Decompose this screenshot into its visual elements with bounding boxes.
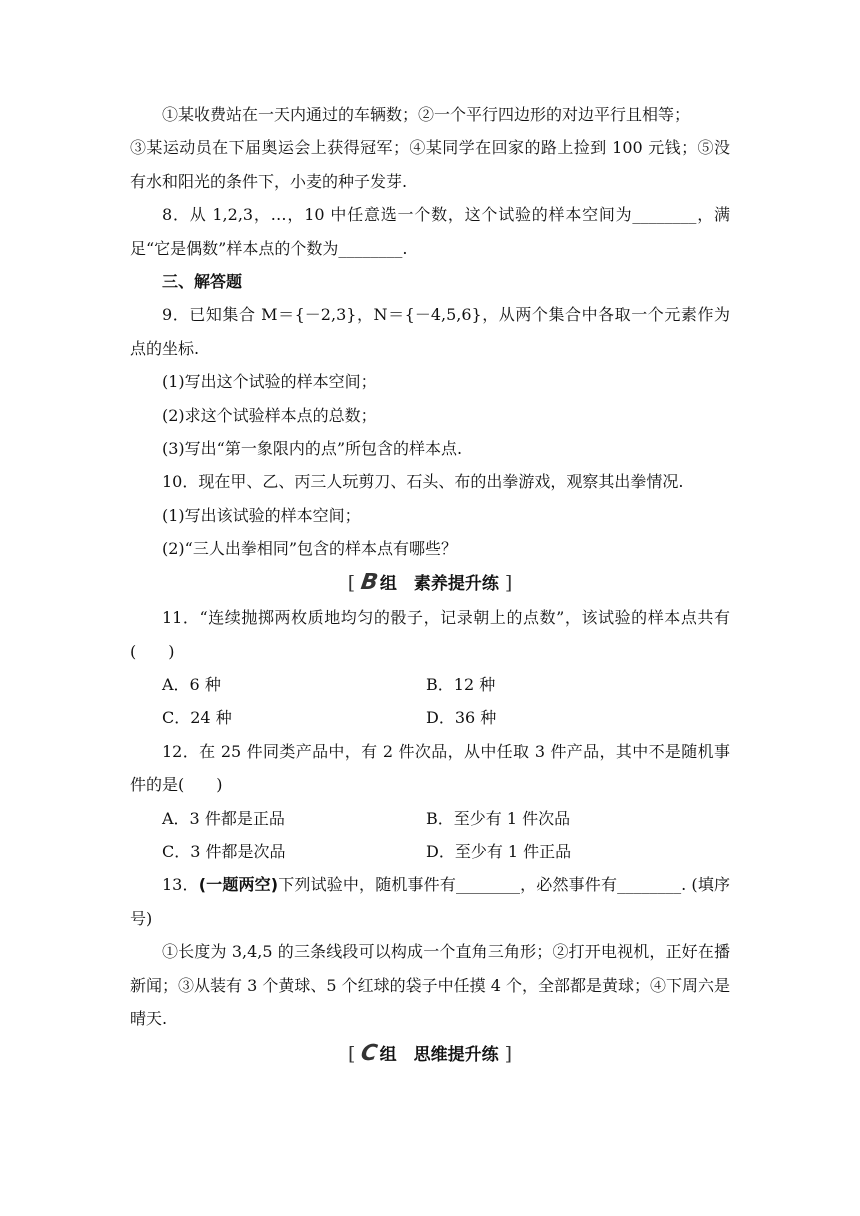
question-12-options-row-2 <box>130 835 730 868</box>
question-9-stem: 9．已知集合 M＝{－2,3}，N＝{－4,5,6}，从两个集合中各取一个元素作为点的坐标. <box>130 305 730 358</box>
q7-options-line1: ①某收费站在一天内通过的车辆数；②一个平行四边形的对边平行且相等； <box>162 105 691 124</box>
page-content <box>130 98 730 1073</box>
question-10-part-2: (2)“三人出拳相同”包含的样本点有哪些？ <box>162 539 458 559</box>
question-13-options: ①长度为 3,4,5 的三条线段可以构成一个直角三角形；②打开电视机，正好在播新闻；③从装有 3 个黄球、5 个红球的袋子中任摸 4 个，全部都是黄球；④下周六是晴天. <box>130 942 730 1028</box>
question-13-tag: (一题两空) <box>198 875 279 895</box>
question-10-stem: 10．现在甲、乙、丙三人玩剪刀、石头、布的出拳游戏，观察其出拳情况. <box>162 472 684 492</box>
group-c-letter: C <box>359 1041 380 1067</box>
group-b-letter: B <box>359 569 380 595</box>
group-c-label: 组 思维提升练 <box>379 1045 499 1066</box>
question-13-stem <box>130 868 730 935</box>
question-9-part-3: (3)写出“第一象限内的点”所包含的样本点. <box>162 439 463 459</box>
question-13-number: 13． <box>162 875 199 895</box>
banner-close-bracket: ] <box>504 1043 512 1066</box>
banner-close-bracket: ] <box>504 571 513 594</box>
banner-open-bracket: [ <box>348 1043 356 1066</box>
question-8: 8．从 1,2,3，…，10 中任意选一个数，这个试验的样本空间为________，满足“它是偶数”样本点的个数为________. <box>130 205 730 258</box>
group-b-banner <box>130 566 730 601</box>
option-d: D．36 种 <box>426 708 497 728</box>
question-9-part-1: (1)写出这个试验的样本空间； <box>162 372 377 392</box>
question-12-stem: 12．在 25 件同类产品中，有 2 件次品，从中任取 3 件产品，其中不是随机事件的是( ) <box>130 741 730 795</box>
question-11-stem: 11．“连续抛掷两枚质地均匀的骰子，记录朝上的点数”，该试验的样本点共有( ) <box>130 608 730 661</box>
question-10-part-1: (1)写出该试验的样本空间； <box>162 505 361 525</box>
question-11-options-row-2 <box>130 701 730 734</box>
q7-options-line2: ③某运动员在下届奥运会上获得冠军；④某同学在回家的路上捡到 100 元钱；⑤没有水和阳光的条件下，小麦的种子发芽. <box>130 138 730 191</box>
question-12-options-row-1 <box>130 802 730 835</box>
option-d: D．至少有 1 件正品 <box>426 841 572 861</box>
option-a: A．3 件都是正品 <box>162 808 285 828</box>
option-a: A．6 种 <box>162 674 221 694</box>
group-c-banner <box>130 1037 730 1072</box>
option-c: C．24 种 <box>162 708 232 728</box>
option-b: B．至少有 1 件次品 <box>426 808 571 828</box>
group-b-label: 组 素养提升练 <box>379 573 499 594</box>
section-3-heading: 三、解答题 <box>162 272 243 292</box>
option-c: C．3 件都是次品 <box>162 841 286 861</box>
question-9-part-2: (2)求这个试验样本点的总数； <box>162 405 377 425</box>
option-b: B．12 种 <box>426 674 496 694</box>
question-11-options-row-1 <box>130 668 730 701</box>
question-13-text: 下列试验中，随机事件有________，必然事件有________. (填序号) <box>130 875 730 928</box>
banner-open-bracket: [ <box>347 571 356 594</box>
